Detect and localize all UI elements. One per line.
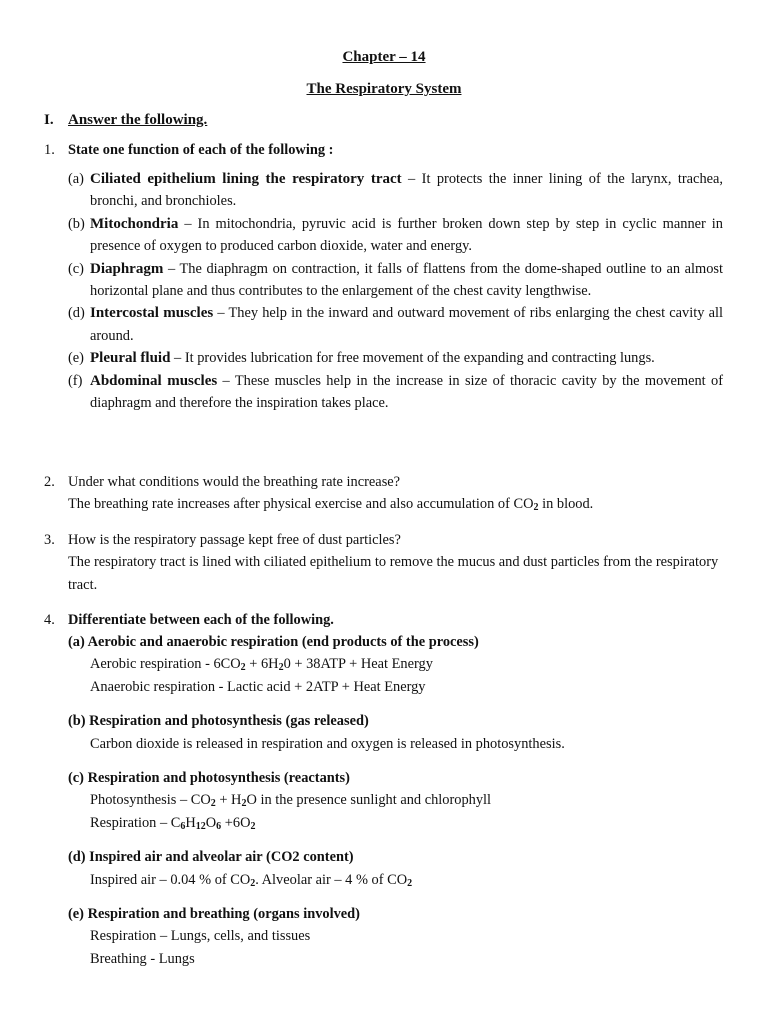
item-term: Intercostal muscles xyxy=(90,305,214,322)
diff-heading: (a) Aerobic and anaerobic respiration (end products of the process) xyxy=(68,634,479,650)
diff-line: Photosynthesis – $CO_2 + H_2O$ in the presence sunlight and chlorophyll xyxy=(90,792,492,810)
function-list xyxy=(68,168,723,414)
item-term: Ciliated epithelium lining the respiratory tract xyxy=(90,171,402,187)
question-3 xyxy=(44,529,724,596)
diff-block-b xyxy=(68,710,723,755)
question-text: State one function of each of the following : xyxy=(68,142,334,158)
diff-line: Respiration – $C_6H_{12}O_6 +6O_2$ xyxy=(90,814,256,832)
question-text: Under what conditions would the breathing rate increase? xyxy=(68,474,401,490)
item-term: Diaphragm xyxy=(90,260,164,277)
item-sep: – xyxy=(163,260,180,277)
differentiate-list xyxy=(68,631,723,970)
list-item xyxy=(68,302,723,347)
question-2 xyxy=(44,471,724,516)
section-title: Answer the following. xyxy=(68,112,208,128)
item-sep: – xyxy=(401,171,422,187)
question-4 xyxy=(44,609,724,631)
list-item xyxy=(68,213,723,258)
diff-line: Respiration – Lungs, cells, and tissues xyxy=(90,928,311,945)
answer-text: The breathing rate increases after physical exercise and also accumulation of $CO_2$ in blood. xyxy=(68,496,594,514)
item-text: In mitochondria, pyruvic acid is further broken down step by step in cyclic manner in presence of oxygen to produced carbon dioxide, water and energy. xyxy=(90,215,723,255)
diff-line: Anaerobic respiration - Lactic acid + 2ATP + Heat Energy xyxy=(90,678,426,695)
question-number: 4. xyxy=(44,612,55,628)
question-number: 1. xyxy=(44,142,55,158)
item-text: They help in the inward and outward movement of ribs enlarging the chest cavity all around. xyxy=(90,305,723,344)
item-text: It provides lubrication for free movement of the expanding and contracting lungs. xyxy=(184,350,655,367)
item-text: It protects the inner lining of the larynx, trachea, bronchi, and bronchioles. xyxy=(90,171,724,210)
diff-block-d xyxy=(68,846,723,891)
diff-block-e xyxy=(68,903,723,970)
chapter-heading: Chapter – 14 xyxy=(342,49,426,65)
diff-line: Aerobic respiration - $6CO_2 + 6H_20 + 38ATP$ + Heat Energy xyxy=(90,656,433,674)
diff-line: Carbon dioxide is released in respiration and oxygen is released in photosynthesis. xyxy=(90,735,565,752)
item-label: (b) xyxy=(68,215,85,232)
item-term: Pleural fluid xyxy=(90,350,171,367)
section-heading xyxy=(44,109,207,131)
question-number: 3. xyxy=(44,532,55,548)
answer-text: The respiratory tract is lined with ciliated epithelium to remove the mucus and dust particles from the respiratory tract. xyxy=(68,554,719,593)
item-term: Mitochondria xyxy=(90,215,179,232)
item-term: Abdominal muscles xyxy=(90,372,218,389)
list-item xyxy=(68,347,723,369)
diff-heading: (b) Respiration and photosynthesis (gas released) xyxy=(68,713,369,730)
diff-heading: (d) Inspired air and alveolar air (CO2 content) xyxy=(68,849,354,866)
diff-block-a xyxy=(68,631,723,698)
question-number: 2. xyxy=(44,474,55,490)
item-sep: – xyxy=(217,372,235,389)
item-sep: – xyxy=(213,305,229,322)
item-sep: – xyxy=(178,215,198,232)
question-text: Differentiate between each of the following. xyxy=(68,612,334,628)
item-label: (f) xyxy=(68,372,83,389)
list-item xyxy=(68,370,723,415)
item-label: (a) xyxy=(68,171,84,187)
diff-line: Breathing - Lungs xyxy=(90,950,195,967)
item-text: These muscles help in the increase in size of thoracic cavity by the movement of diaphragm and therefore the inspiration takes place. xyxy=(90,372,723,412)
question-text: How is the respiratory passage kept free of dust particles? xyxy=(68,532,401,548)
item-sep: – xyxy=(170,350,185,367)
item-text: The diaphragm on contraction, it falls of flattens from the dome-shaped outline to an almost horizontal plane and thus contributes to the enlargement of the chest cavity lengthwise. xyxy=(90,260,723,300)
page-title: The Respiratory System xyxy=(306,81,462,97)
question-1 xyxy=(44,139,724,161)
list-item xyxy=(68,168,723,213)
list-item xyxy=(68,258,723,303)
diff-line: Inspired air – 0.04 % of $CO_2$. Alveolar air – 4 % of $CO_2$ xyxy=(90,871,413,889)
item-label: (d) xyxy=(68,305,85,322)
diff-heading: (c) Respiration and photosynthesis (reactants) xyxy=(68,770,350,787)
section-number: I. xyxy=(44,112,54,128)
item-label: (c) xyxy=(68,260,84,277)
item-label: (e) xyxy=(68,350,84,367)
diff-block-c xyxy=(68,767,723,834)
diff-heading: (e) Respiration and breathing (organs involved) xyxy=(68,906,360,923)
